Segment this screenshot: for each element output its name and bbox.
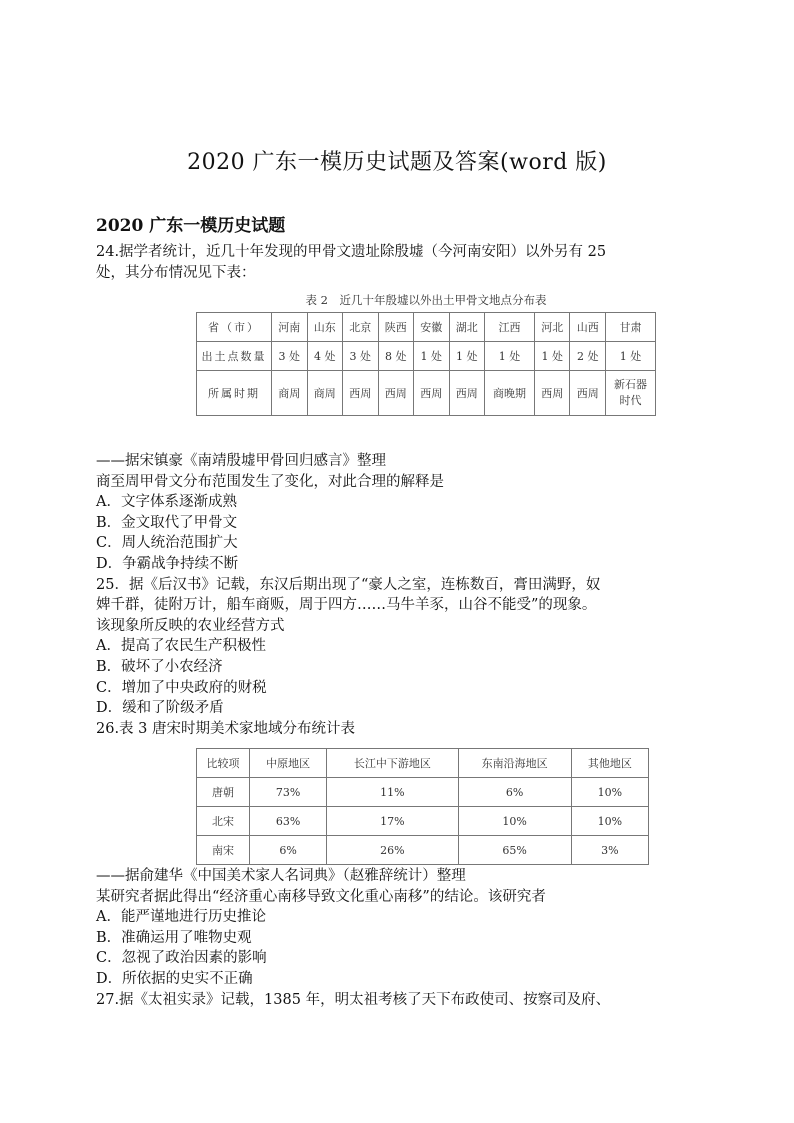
table3 xyxy=(196,748,649,865)
document-title: 2020 广东一模历史试题及答案(word 版) xyxy=(187,150,607,175)
table-cell: 出土点数量 xyxy=(197,342,272,371)
q24-option-a: A．文字体系逐渐成熟 xyxy=(96,494,237,511)
table-cell: 1 处 xyxy=(485,342,535,371)
table-cell: 6% xyxy=(458,778,571,807)
table-cell: 商周 xyxy=(307,371,343,416)
table-cell: 西周 xyxy=(449,371,485,416)
table-row xyxy=(197,836,649,865)
table-row xyxy=(197,371,656,416)
q26-option-c: C．忽视了政治因素的影响 xyxy=(96,950,267,967)
table-row xyxy=(197,807,649,836)
q26-source: ——据俞建华《中国美术家人名词典》（赵雅辞统计）整理 xyxy=(96,868,466,884)
table2 xyxy=(196,312,656,416)
table-cell: 17% xyxy=(327,807,458,836)
table-cell: 南宋 xyxy=(197,836,250,865)
table-cell: 河北 xyxy=(534,313,570,342)
q26-option-d: D．所依据的史实不正确 xyxy=(96,970,253,987)
table-cell: 65% xyxy=(458,836,571,865)
q25-option-c: C．增加了中央政府的财税 xyxy=(96,679,267,696)
q25-line1: 25．据《后汉书》记载，东汉后期出现了“豪人之室，连栋数百，膏田满野，奴 xyxy=(96,576,601,593)
table-cell: 10% xyxy=(458,807,571,836)
table-cell: 长江中下游地区 xyxy=(327,749,458,778)
q26-option-b: B．准确运用了唯物史观 xyxy=(96,929,252,946)
table-cell: 北宋 xyxy=(197,807,250,836)
table-cell: 3 处 xyxy=(272,342,308,371)
table-cell: 商晚期 xyxy=(485,371,535,416)
q25-option-b: B．破坏了小农经济 xyxy=(96,658,223,675)
q26-option-a: A．能严谨地进行历史推论 xyxy=(96,909,266,926)
q24-line2: 处，其分布情况见下表： xyxy=(96,264,256,281)
table-cell: 11% xyxy=(327,778,458,807)
table-cell: 西周 xyxy=(534,371,570,416)
q27-line1: 27.据《太祖实录》记载，1385 年，明太祖考核了天下布政使司、按察司及府、 xyxy=(96,991,611,1008)
table-cell: 北京 xyxy=(343,313,379,342)
table-cell: 8 处 xyxy=(378,342,414,371)
table-cell: 商周 xyxy=(272,371,308,416)
table-cell: 1 处 xyxy=(605,342,655,371)
q24-option-b: B．金文取代了甲骨文 xyxy=(96,514,238,531)
table-cell: 安徽 xyxy=(414,313,450,342)
q25-option-d: D．缓和了阶级矛盾 xyxy=(96,700,224,717)
table-row xyxy=(197,342,656,371)
q25-option-a: A．提高了农民生产积极性 xyxy=(96,638,266,655)
table-row xyxy=(197,749,649,778)
table2-caption: 表 2 近几十年殷墟以外出土甲骨文地点分布表 xyxy=(305,293,547,307)
table-cell: 陕西 xyxy=(378,313,414,342)
table-cell: 2 处 xyxy=(570,342,606,371)
table-cell: 西周 xyxy=(343,371,379,416)
table-cell: 新石器 时代 xyxy=(605,371,655,416)
table-cell: 1 处 xyxy=(534,342,570,371)
table-cell: 73% xyxy=(250,778,327,807)
table-cell: 山东 xyxy=(307,313,343,342)
q24-stem: 商至周甲骨文分布范围发生了变化，对此合理的解释是 xyxy=(96,473,444,490)
table-cell: 6% xyxy=(250,836,327,865)
table-cell: 江西 xyxy=(485,313,535,342)
table-cell: 东南沿海地区 xyxy=(458,749,571,778)
q24-line1: 24.据学者统计，近几十年发现的甲骨文遗址除殷墟（今河南安阳）以外另有 25 xyxy=(96,244,607,260)
table-cell: 西周 xyxy=(414,371,450,416)
table-cell: 3% xyxy=(571,836,648,865)
table-cell: 河南 xyxy=(272,313,308,342)
table-cell: 4 处 xyxy=(307,342,343,371)
table-cell: 63% xyxy=(250,807,327,836)
table-cell: 山西 xyxy=(570,313,606,342)
table-cell: 湖北 xyxy=(449,313,485,342)
table-cell: 甘肃 xyxy=(605,313,655,342)
q24-option-d: D．争霸战争持续不断 xyxy=(96,555,239,572)
table-cell: 唐朝 xyxy=(197,778,250,807)
table-cell: 1 处 xyxy=(449,342,485,371)
q25-line2: 婢千群，徒附万计，船车商贩，周于四方……马牛羊豕，山谷不能受”的现象。 xyxy=(96,597,597,614)
q26-stem: 26.表 3 唐宋时期美术家地域分布统计表 xyxy=(96,720,356,737)
table-cell: 省（市） xyxy=(197,313,272,342)
table-cell: 中原地区 xyxy=(250,749,327,778)
question-body-2 xyxy=(96,866,656,1010)
table-row xyxy=(197,313,656,342)
table-cell: 3 处 xyxy=(343,342,379,371)
section-title: 2020 广东一模历史试题 xyxy=(96,216,286,236)
q24-option-c: C．周人统治范围扩大 xyxy=(96,535,238,552)
table-cell: 1 处 xyxy=(414,342,450,371)
table-cell: 所属时期 xyxy=(197,371,272,416)
table-cell: 26% xyxy=(327,836,458,865)
question-body xyxy=(96,451,656,739)
q26-line2: 某研究者据此得出“经济重心南移导致文化重心南移”的结论。该研究者 xyxy=(96,888,546,905)
table-cell: 西周 xyxy=(570,371,606,416)
table-cell: 比较项 xyxy=(197,749,250,778)
q24-source: ——据宋镇豪《南靖殷墟甲骨回归感言》整理 xyxy=(96,453,386,469)
q25-line3: 该现象所反映的农业经营方式 xyxy=(96,617,285,634)
table-cell: 西周 xyxy=(378,371,414,416)
table-cell: 其他地区 xyxy=(571,749,648,778)
question-24 xyxy=(96,242,656,283)
table-row xyxy=(197,778,649,807)
table-cell: 10% xyxy=(571,778,648,807)
table-cell: 10% xyxy=(571,807,648,836)
